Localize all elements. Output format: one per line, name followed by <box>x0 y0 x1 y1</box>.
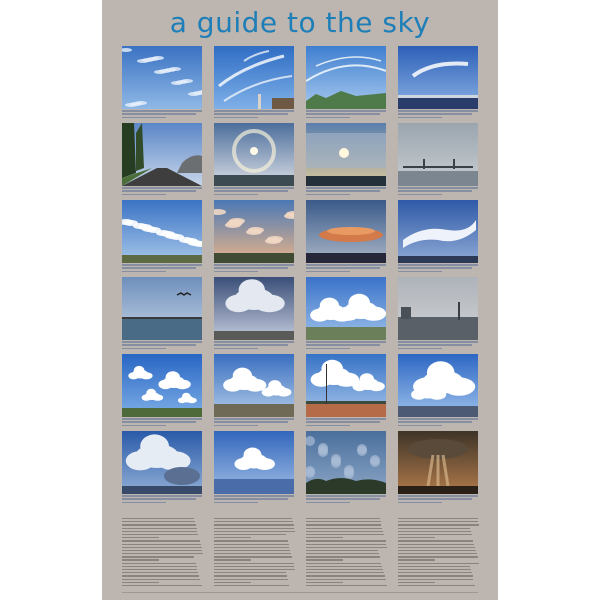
cirrocumulus-photo <box>122 46 202 109</box>
photo-card <box>214 123 294 198</box>
photo-caption <box>398 110 478 120</box>
photo-card <box>306 123 386 198</box>
photo-caption <box>306 110 386 120</box>
cumulus-field-photo <box>214 354 294 417</box>
photo-caption <box>398 495 478 505</box>
photo-card <box>122 431 202 506</box>
photo-card <box>214 200 294 275</box>
body-text-columns <box>122 518 478 590</box>
nimbostratus-photo <box>214 277 294 340</box>
altostratus-bridge-photo <box>398 123 478 186</box>
photo-caption <box>398 187 478 197</box>
photo-card <box>214 46 294 121</box>
text-column <box>398 518 480 590</box>
photo-caption <box>214 495 294 505</box>
photo-caption <box>214 418 294 428</box>
photo-card <box>214 277 294 352</box>
stratus-bird-photo <box>122 277 202 340</box>
photo-card <box>214 431 294 506</box>
text-column <box>214 518 296 590</box>
photo-card <box>306 354 386 429</box>
poster-title: a guide to the sky <box>169 6 431 39</box>
text-column <box>306 518 388 590</box>
photo-card <box>398 354 478 429</box>
photo-card <box>398 200 478 275</box>
halo-photo <box>214 123 294 186</box>
photo-card <box>122 277 202 352</box>
photo-card <box>122 200 202 275</box>
lenticular-wave-photo <box>398 200 478 263</box>
photo-caption <box>122 495 202 505</box>
photo-caption <box>122 341 202 351</box>
photo-card <box>306 200 386 275</box>
altostratus-sun-photo <box>306 123 386 186</box>
photo-caption <box>122 264 202 274</box>
altocumulus-photo <box>122 200 202 263</box>
cirrus-stadium-photo <box>398 46 478 109</box>
cirrostratus-road-photo <box>122 123 202 186</box>
photo-caption <box>306 187 386 197</box>
footer-credits <box>122 592 478 593</box>
photo-card <box>306 431 386 506</box>
photo-caption <box>306 341 386 351</box>
photo-caption <box>398 341 478 351</box>
cumulus-humilis-photo <box>122 354 202 417</box>
cumulus-congestus-photo <box>306 354 386 417</box>
photo-caption <box>122 110 202 120</box>
photo-card <box>398 123 478 198</box>
cumulonimbus-photo <box>122 431 202 494</box>
storm-rain-photo <box>398 431 478 494</box>
photo-caption <box>398 264 478 274</box>
photo-card <box>214 354 294 429</box>
photo-caption <box>306 418 386 428</box>
photo-card <box>122 46 202 121</box>
photo-card <box>122 123 202 198</box>
cumulonimbus-distant-photo <box>214 431 294 494</box>
photo-caption <box>122 187 202 197</box>
cirrus-wisps-photo <box>214 46 294 109</box>
photo-card <box>398 431 478 506</box>
photo-caption <box>306 495 386 505</box>
photo-card <box>306 46 386 121</box>
photo-caption <box>398 418 478 428</box>
photo-card <box>398 46 478 121</box>
towering-cumulus-photo <box>398 354 478 417</box>
stratocumulus-photo <box>306 277 386 340</box>
photo-card <box>398 277 478 352</box>
photo-caption <box>214 341 294 351</box>
altocumulus-sunset-photo <box>214 200 294 263</box>
cirrus-fibratus-photo <box>306 46 386 109</box>
lenticular-photo <box>306 200 386 263</box>
photo-card <box>306 277 386 352</box>
photo-caption <box>122 418 202 428</box>
photo-caption <box>214 187 294 197</box>
photo-caption <box>214 110 294 120</box>
text-column <box>122 518 204 590</box>
fog-photo <box>398 277 478 340</box>
photo-card <box>122 354 202 429</box>
photo-caption <box>306 264 386 274</box>
poster <box>102 0 498 600</box>
photo-caption <box>214 264 294 274</box>
mammatus-photo <box>306 431 386 494</box>
